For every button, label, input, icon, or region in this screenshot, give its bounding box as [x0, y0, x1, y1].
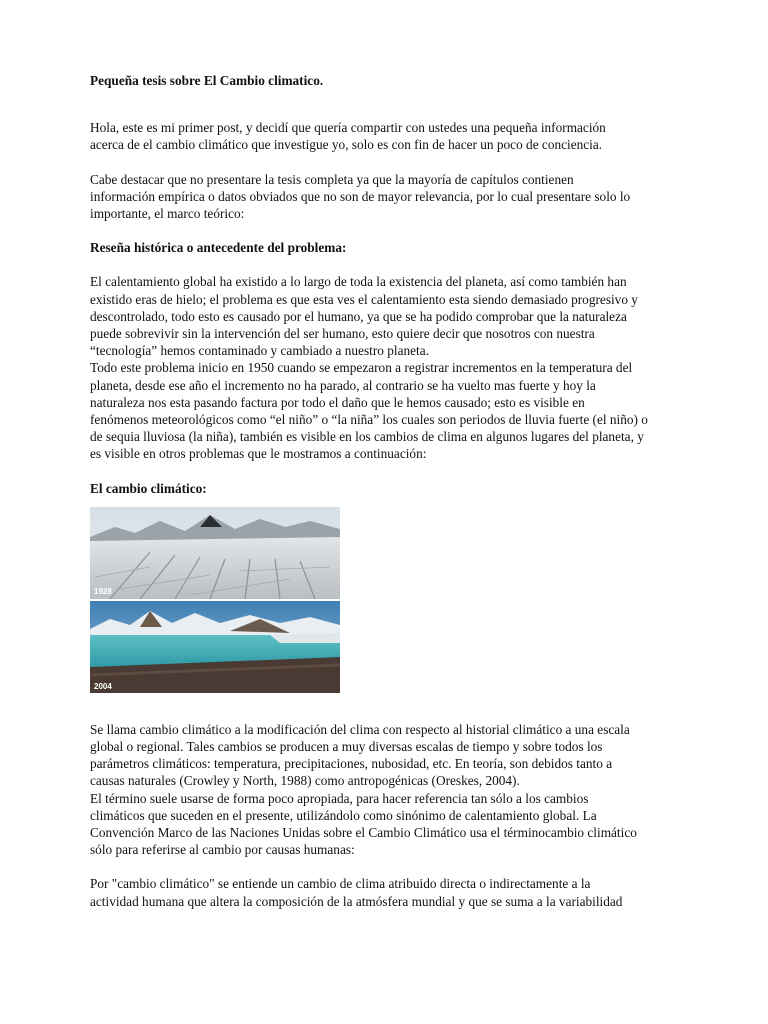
section-heading-climate-change: El cambio climático:: [90, 480, 207, 496]
note-line: importante, el marco teórico:: [90, 206, 245, 222]
climate-line: Se llama cambio climático a la modificación del clima con respecto al historial climático a una escala: [90, 721, 630, 737]
climate-line: causas naturales (Crowley y North, 1988) como antropogénicas (Oreskes, 2004).: [90, 773, 520, 789]
climate-line: sólo para referirse al cambio por causas humanas:: [90, 842, 355, 858]
glacier-comparison-figure: [90, 507, 340, 693]
section-heading-history: Reseña histórica o antecedente del problema:: [90, 240, 347, 256]
definition-line: actividad humana que altera la composición de la atmósfera mundial y que se suma a la variabilidad: [90, 893, 623, 909]
climate-line: global o regional. Tales cambios se producen a muy diversas escalas de tiempo y sobre todos los: [90, 739, 603, 755]
history-line: planeta, desde ese año el incremento no ha parado, al contrario se ha vuelto mas fuerte y hoy la: [90, 377, 596, 393]
figure-year-label-top: 1928: [94, 586, 112, 596]
history-line: El calentamiento global ha existido a lo largo de toda la existencia del planeta, así como también han: [90, 274, 627, 290]
history-line: de sequia lluviosa (la niña), también es visible en los cambios de clima en algunos lugares del planeta, y: [90, 429, 644, 445]
history-line: descontrolado, todo esto es causado por el humano, ya que se ha podido comprobar que la naturaleza: [90, 308, 627, 324]
document-title: Pequeña tesis sobre El Cambio climatico.: [90, 73, 324, 88]
history-line: fenómenos meteorológicos como “el niño” o “la niña” los cuales son periodos de lluvia fuerte (el niño) o: [90, 412, 648, 428]
history-line: es visible en otros problemas que le mostramos a continuación:: [90, 446, 427, 462]
definition-line: Por "cambio climático" se entiende un cambio de clima atribuido directa o indirectamente a la: [90, 876, 591, 892]
intro-line: Hola, este es mi primer post, y decidí que quería compartir con ustedes una pequeña información: [90, 120, 606, 136]
climate-line: El término suele usarse de forma poco apropiada, para hacer referencia tan sólo a los cambios: [90, 790, 589, 806]
intro-line: acerca de el cambio climático que investigue yo, solo es con fin de hacer un poco de conciencia.: [90, 137, 603, 153]
history-line: naturaleza nos esta pasando factura por todo el daño que le hemos causado; esto es visible en: [90, 394, 585, 410]
glacier-photo: [90, 507, 340, 693]
history-line: Todo este problema inicio en 1950 cuando se empezaron a registrar incrementos en la temperatura del: [90, 360, 633, 376]
figure-year-label-bottom: 2004: [94, 681, 112, 691]
history-line: puede sobrevivir sin la intervención del ser humano, esto quiere decir que nosotros con nuestra: [90, 326, 595, 342]
climate-line: climáticos que suceden en el presente, utilizándolo como sinónimo de calentamiento global. La: [90, 807, 597, 823]
document-body: [90, 72, 702, 910]
note-line: información empírica o datos obviados que no son de mayor relevancia, por lo cual presentare solo lo: [90, 188, 631, 204]
climate-line: Convención Marco de las Naciones Unidas sobre el Cambio Climático usa el términocambio climático: [90, 825, 637, 841]
history-line: existido eras de hielo; el problema es que esta ves el calentamiento esta siendo demasiado progresivo y: [90, 291, 638, 307]
note-line: Cabe destacar que no presentare la tesis completa ya que la mayoría de capítulos contienen: [90, 171, 574, 187]
history-line: “tecnología” hemos contaminado y cambiado a nuestro planeta.: [90, 343, 429, 359]
climate-line: parámetros climáticos: temperatura, precipitaciones, nubosidad, etc. En teoría, son debidos tanto a: [90, 756, 613, 772]
